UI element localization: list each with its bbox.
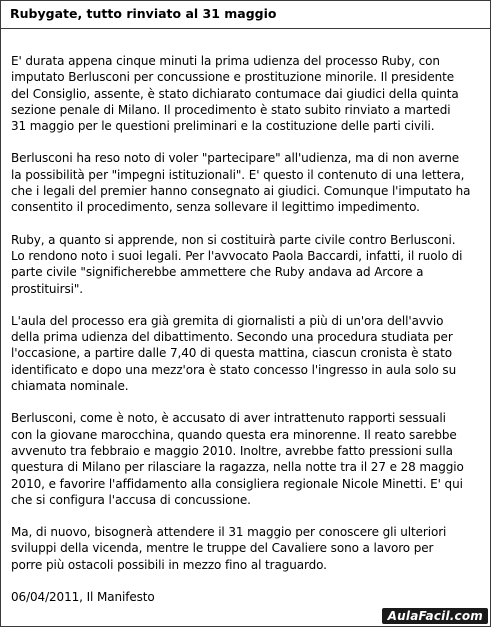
article-title: Rubygate, tutto rinviato al 31 maggio xyxy=(10,6,277,21)
article-paragraphs xyxy=(11,53,486,573)
paragraph-line: porre più ostacoli possibili in mezzo fino al traguardo. xyxy=(11,557,327,572)
paragraph-line: questura di Milano per rilasciare la ragazza, nella notte tra il 27 e 28 maggio xyxy=(11,460,464,475)
paragraph-line: con la giovane marocchina, quando questa era minorenne. Il reato sarebbe xyxy=(11,427,457,442)
aulafacil-logo: AulaFacil.com xyxy=(382,608,488,624)
paragraph-line: Lo rendono noto i suoi legali. Per l'avvocato Paola Baccardi, infatti, il ruolo di xyxy=(11,248,463,263)
paragraph-line: parte civile "significherebbe ammettere che Ruby andava ad Arcore a xyxy=(11,265,424,280)
paragraph-line: 31 maggio per le questioni preliminari e la costituzione delle parti civili. xyxy=(11,119,435,134)
paragraph-line: Berlusconi, come è noto, è accusato di aver intrattenuto rapporti sessuali xyxy=(11,411,446,426)
source-line: 06/04/2011, Il Manifesto xyxy=(11,590,155,605)
paragraph-line: 2010, e favorire l'affidamento alla consigliera regionale Nicole Minetti. E' qui xyxy=(11,476,463,491)
paragraph-line: della prima udienza del dibattimento. Secondo una procedura studiata per xyxy=(11,330,453,345)
article-paragraph xyxy=(11,524,486,573)
article-paragraph xyxy=(11,53,486,134)
article-body xyxy=(11,53,486,621)
paragraph-line: imputato Berlusconi per concussione e prostituzione minorile. Il presidente xyxy=(11,70,455,85)
paragraph-line: l'occasione, a partire dalle 7,40 di questa mattina, ciascun cronista è stato xyxy=(11,346,452,361)
paragraph-line: avvenuto tra febbraio e maggio 2010. Inoltre, avrebbe fatto pressioni sulla xyxy=(11,443,453,458)
article-paragraph xyxy=(11,232,486,297)
paragraph-line: la possibilità per "impegni istituzionali". E' questo il contenuto di una lettera, xyxy=(11,167,465,182)
paragraph-line: consentito il procedimento, senza sollevare il legittimo impedimento. xyxy=(11,200,420,215)
paragraph-line: sezione penale di Milano. Il procedimento è stato subito rinviato a martedi xyxy=(11,102,451,117)
title-bar xyxy=(1,1,490,29)
paragraph-line: che i legali del premier hanno consegnato ai giudici. Comunque l'imputato ha xyxy=(11,184,471,199)
watermark xyxy=(382,608,488,624)
paragraph-line: del Consiglio, assente, è stato dichiarato contumace dai giudici della quinta xyxy=(11,86,459,101)
paragraph-line: Ruby, a quanto si apprende, non si costituirà parte civile contro Berlusconi. xyxy=(11,232,456,247)
paragraph-line: prostituirsi". xyxy=(11,281,84,296)
article-paragraph xyxy=(11,150,486,215)
paragraph-line: L'aula del processo era già gremita di giornalisti a più di un'ora dell'avvio xyxy=(11,313,444,328)
paragraph-line: chiamata nominale. xyxy=(11,379,129,394)
article-paragraph xyxy=(11,313,486,394)
article-paragraph xyxy=(11,410,486,508)
paragraph-line: Ma, di nuovo, bisognerà attendere il 31 maggio per conoscere gli ulteriori xyxy=(11,525,447,540)
paragraph-line: che si configura l'accusa di concussione. xyxy=(11,492,251,507)
paragraph-line: Berlusconi ha reso noto di voler "partecipare" all'udienza, ma di non averne xyxy=(11,151,460,166)
paragraph-line: E' durata appena cinque minuti la prima udienza del processo Ruby, con xyxy=(11,54,440,68)
paragraph-line: identificato e dopo una mezz'ora è stato concesso l'ingresso in aula solo su xyxy=(11,362,457,377)
paragraph-line: sviluppi della vicenda, mentre le truppe del Cavaliere sono a lavoro per xyxy=(11,541,434,556)
